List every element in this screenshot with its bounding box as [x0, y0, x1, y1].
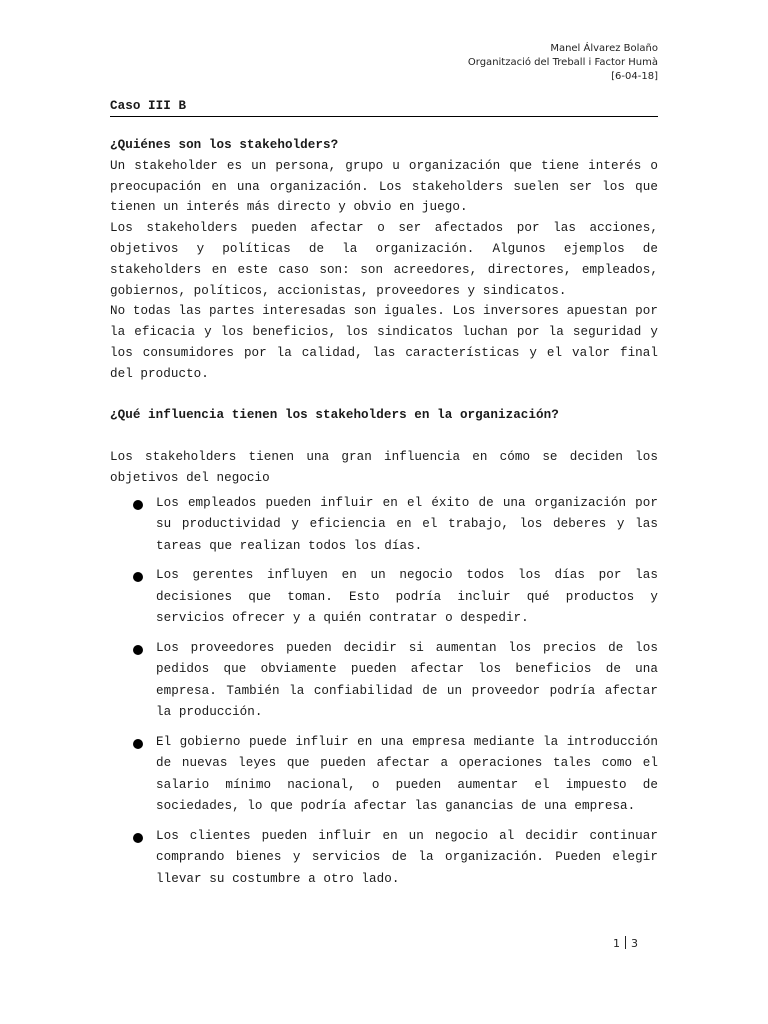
header-author: Manel Álvarez Bolaño: [550, 43, 658, 54]
document-title: Caso III B: [110, 96, 658, 117]
paragraph-intro: Los stakeholders tienen una gran influencia en cómo se deciden los objetivos del negocio: [110, 449, 658, 485]
list-item-text: Los gerentes influyen en un negocio todos los días por las decisiones que toman. Esto podría incluir qué productos y servicios ofrecer y a quién contratar o despedir.: [156, 568, 658, 626]
document-body: [110, 96, 658, 898]
section-heading-influence: ¿Qué influencia tienen los stakeholders en la organización?: [110, 408, 559, 423]
paragraph: No todas las partes interesadas son iguales. Los inversores apuestan por la eficacia y los beneficios, los sindicatos luchan por la seguridad y los consumidores por la calidad, las características y el valor final del producto.: [110, 304, 658, 381]
total-pages: 3: [631, 937, 638, 950]
list-item: [110, 565, 658, 630]
list-item: [110, 493, 658, 558]
list-item-text: Los empleados pueden influir en el éxito de una organización por su productividad y eficiencia en el trabajo, los deberes y las tareas que realizan todos los días.: [156, 495, 658, 553]
bullet-icon: [133, 572, 143, 582]
list-item: [110, 826, 658, 891]
paragraph: Un stakeholder es un persona, grupo u organización que tiene interés o preocupación en una organización. Los stakeholders suelen ser los que tienen un interés más directo y obvio en juego.: [110, 158, 658, 215]
bullet-icon: [133, 833, 143, 843]
header-date: [6-04-18]: [611, 71, 658, 82]
list-item-text: Los proveedores pueden decidir si aumentan los precios de los pedidos que obviamente pueden afectar los beneficios de una empresa. También la confiabilidad de un proveedor podría afectar la producción.: [156, 640, 658, 720]
list-item-text: El gobierno puede influir en una empresa mediante la introducción de nuevas leyes que pueden afectar a operaciones tales como el salario mínimo nacional, o pueden aumentar el impuesto de sociedades, lo que podría afectar las ganancias de una empresa.: [156, 734, 658, 814]
page-number: [613, 936, 638, 950]
bullet-icon: [133, 500, 143, 510]
bullet-icon: [133, 645, 143, 655]
bullet-icon: [133, 739, 143, 749]
bullet-list: [110, 493, 658, 891]
paragraph: Los stakeholders pueden afectar o ser afectados por las acciones, objetivos y políticas de la organización. Algunos ejemplos de stakeholders en este caso son: son acreedores, directores, empleados, gobiernos, políticos, accionistas, proveedores y sindicatos.: [110, 221, 658, 298]
page-separator: [625, 936, 626, 949]
list-item: [110, 732, 658, 818]
section-heading-stakeholders: ¿Quiénes son los stakeholders?: [110, 138, 339, 152]
current-page: 1: [613, 937, 620, 950]
list-item-text: Los clientes pueden influir en un negocio al decidir continuar comprando bienes y servicios de la organización. Pueden elegir llevar su costumbre a otro lado.: [156, 828, 658, 886]
page-header: [468, 42, 658, 84]
header-course: Organització del Treball i Factor Humà: [467, 57, 658, 68]
list-item: [110, 638, 658, 724]
